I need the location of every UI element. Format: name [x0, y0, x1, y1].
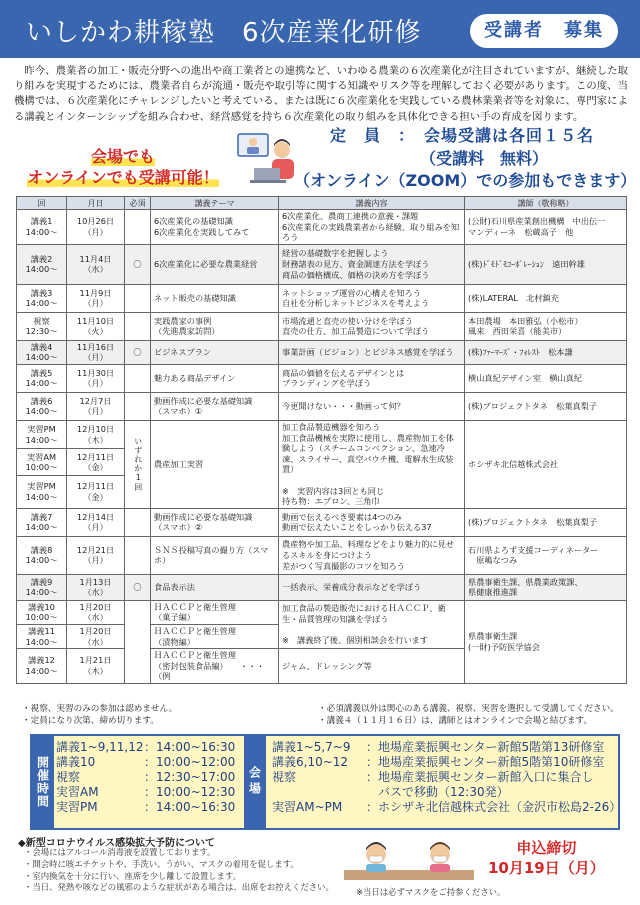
session-date: 11月10日 （火）	[67, 312, 125, 340]
deadline-date: 10月19日（月）	[488, 859, 605, 877]
session-no: 講義2 14:00～	[17, 244, 67, 284]
schedule-row: 講義10 ：10:00~12:00	[56, 755, 236, 769]
session-date: 12月21日 （月）	[67, 536, 125, 574]
session-date: 10月26日 （月）	[67, 210, 125, 245]
session-lecturer: (株)ﾄﾞﾓﾄﾞﾓｺｰﾎﾟﾚｰｼｮﾝ 遠田幹雄	[465, 244, 627, 284]
notes-right	[318, 704, 619, 727]
deadline-label: 申込締切	[516, 839, 577, 857]
callout-line1: 会場でも	[90, 147, 155, 166]
session-date: 12月11日 （金）	[67, 449, 125, 475]
table-row	[17, 284, 627, 312]
session-no: 講義6 14:00～	[17, 392, 67, 420]
table-row	[17, 508, 627, 536]
session-no: 講義5 14:00～	[17, 364, 67, 392]
venue-row: 視察 ：地場産業振興センター新館入口に集合し	[272, 770, 594, 784]
note-item: ・視察、実習のみの参加は認めません。	[22, 704, 178, 714]
session-required: 〇	[125, 340, 151, 364]
session-content: 6次産業化、農商工連携の意義・課題 6次産業化の実践農業者から経験、取り組みを知ろう	[279, 210, 465, 245]
session-no: 講義7 14:00～	[17, 508, 67, 536]
session-required	[125, 508, 151, 536]
online-callout	[8, 146, 238, 188]
table-row	[17, 420, 627, 448]
note-item: ・講義４（１１月１６日）は、講師とはオンラインで会場と結びます。	[318, 715, 593, 726]
session-lecturer: (株)プロジェクトタネ 松葉真梨子	[465, 392, 627, 420]
header-theme: 講義テーマ	[151, 197, 279, 210]
mask-note: ※当日は必ずマスクをご持参ください。	[356, 887, 506, 897]
schedule-label: 開催時間	[32, 736, 54, 828]
session-no: 視察 12:30～	[17, 312, 67, 340]
corona-item: ・当日、発熱や咳などの風邪のような症状がある場合は、出席をお控えください。	[24, 882, 334, 893]
session-date: 1月21日 （木）	[67, 649, 125, 684]
session-lecturer: 県農事衛生課 (一財)予防医学協会	[465, 600, 627, 683]
page-title: いしかわ耕稼塾 6次産業化研修	[26, 18, 422, 48]
session-no: 講義3 14:00～	[17, 284, 67, 312]
deadline	[488, 838, 605, 878]
callout-line2: オンラインでも受講可能！	[27, 168, 219, 187]
note-item: ・必須講義以外は関心のある講義、視察、実習を選択して受講してください。	[318, 704, 619, 714]
session-theme: 6次産業化の基礎知識 6次産業化を実践してみて	[151, 210, 279, 245]
session-lecturer: (株)プロジェクトタネ 松葉真梨子	[465, 508, 627, 536]
session-date: 1月13日 （水）	[67, 574, 125, 600]
session-lecturer: (株)ﾌｧｰﾏｰｽﾞ・ﾌｫﾚｽﾄ 松本謙	[465, 340, 627, 364]
table-row	[17, 600, 627, 624]
session-no: 講義10 10:00～	[17, 600, 67, 624]
session-date: 12月14日 （月）	[67, 508, 125, 536]
header-banner	[0, 0, 640, 58]
session-no: 実習PM 14:00～	[17, 475, 67, 508]
session-theme: 動画作成に必要な基礎知識 （スマホ）①	[151, 392, 279, 420]
header-lecturer: 講師（敬称略）	[465, 197, 627, 210]
session-no: 講義12 14:00～	[17, 649, 67, 684]
table-row	[17, 244, 627, 284]
session-no: 実習PM 14:00～	[17, 420, 67, 448]
session-no: 実習AM 10:00～	[17, 449, 67, 475]
mask-people-icon	[344, 838, 474, 886]
corona-item: ・会場にはアルコール消毒液を設置しております。	[24, 847, 216, 857]
session-date: 11月9日 （月）	[67, 284, 125, 312]
session-no: 講義11 14:00～	[17, 624, 67, 648]
session-content: 今更聞けない・・・動画って何？	[279, 392, 465, 420]
session-content: ジャム、ドレッシング等	[279, 649, 465, 684]
venue-row: 講義6,10~12 ：地場産業振興センター新館5階第10研修室	[272, 755, 605, 769]
session-required	[125, 312, 151, 340]
venue-row: バスで移動（12:30発）	[366, 785, 509, 799]
session-date: 12月10日 （木）	[67, 420, 125, 448]
session-lecturer: (公財)石川県産業創出機構 中出伝一 マンディーネ 松蔵高子 他	[465, 210, 627, 245]
session-theme: ビジネスプラン	[151, 340, 279, 364]
session-no: 講義9 14:00～	[17, 574, 67, 600]
schedule-row: 実習PM ：14:00~16:30	[56, 800, 236, 814]
corona-title: ◆新型コロナウイルス感染拡大予防について	[18, 838, 215, 849]
table-row	[17, 536, 627, 574]
header-required: 必須	[125, 197, 151, 210]
session-lecturer: (株)LATERAL 北村鎮充	[465, 284, 627, 312]
session-no: 講義4 14:00～	[17, 340, 67, 364]
session-theme: 食品表示法	[151, 574, 279, 600]
corona-item: ・開会時に咳エチケットや、手洗い、うがい、マスクの着用を促します。	[24, 858, 299, 869]
capacity-text: 定 員 ： 会場受講は各回１５名	[330, 126, 595, 145]
corona-list	[24, 847, 334, 894]
session-lecturer: 石川県よろず支援コーディネーター 原嶋なつみ	[465, 536, 627, 574]
table-row	[17, 364, 627, 392]
session-content: 事業計画（ビジョン）とビジネス感覚を学ぼう	[279, 340, 465, 364]
session-content: 加工食品製造機器を知ろう 加工食品機械を実際に使用し、農産物加工を体験しよう（スチームコンベクション、急速冷凍、スライサー、真空パウチ機、電解水生成装置） ※ 実習内容は3回とも同じ 持ち物：エプロン、三角巾	[279, 420, 465, 508]
session-theme: ネット販売の基礎知識	[151, 284, 279, 312]
session-date: 11月4日 （水）	[67, 244, 125, 284]
session-content: 市場流通と直売の使い分けを学ぼう 直売の仕方、加工品製造について学ぼう	[279, 312, 465, 340]
session-required	[125, 364, 151, 392]
session-theme: ＨＡＣＣＰと衛生管理 （菓子編）	[151, 600, 279, 624]
session-theme: 動画作成に必要な基礎知識 （スマホ）②	[151, 508, 279, 536]
session-theme: 実践農家の事例 （先進農家訪問）	[151, 312, 279, 340]
note-item: ・定員になり次第、締め切ります。	[22, 715, 159, 726]
session-content: 一括表示、栄養成分表示などを学ぼう	[279, 574, 465, 600]
session-date: 12月7日 （月）	[67, 392, 125, 420]
corona-item: ・室内換気を十分に行い、座席を少し離して設置します。	[24, 870, 242, 881]
session-no: 講義8 14:00～	[17, 536, 67, 574]
session-theme: ＨＡＣＣＰと衛生管理 （漬物編）	[151, 624, 279, 648]
schedule-table	[16, 196, 627, 684]
laptop-person-icon	[236, 130, 300, 188]
session-date: 11月16日 （月）	[67, 340, 125, 364]
schedule-row: 視察 ：12:30~17:00	[56, 770, 236, 784]
venue-list	[272, 740, 621, 815]
online-note: （オンライン（ZOOM）での参加もできます）	[294, 171, 637, 190]
table-row	[17, 312, 627, 340]
table-row	[17, 574, 627, 600]
session-required	[125, 392, 151, 420]
session-content: 動画で伝えるべき要素は4つのみ 動画で伝えたいことをしっかり伝える37	[279, 508, 465, 536]
venue-row: 講義1~5,7~9 ：地場産業振興センター新館5階第13研修室	[272, 740, 605, 754]
session-lecturer: 県農事衛生課、県農業政策課、 県健康推進課	[465, 574, 627, 600]
table-row	[17, 210, 627, 245]
session-date: 11月30日 （月）	[67, 364, 125, 392]
session-theme: ＨＡＣＣＰと衛生管理 （密封包装食品編） ・・・（例	[151, 649, 279, 684]
schedule-row: 講義1~9,11,12：14:00~16:30	[56, 740, 236, 754]
session-lecturer: 横山真紀デザイン室 横山真紀	[465, 364, 627, 392]
venue-label: 会場	[244, 736, 266, 828]
session-required: 〇	[125, 574, 151, 600]
intro-text: 昨今、農業者の加工・販売分野への進出や商工業者との連携など、いわゆる農業の６次産業化が注目されていますが、継続した取り組みを実現するためには、農業者自らが流通・販売や取引等に関する知識やリスク等を理解しておく必要があります。この度、当機構では、６次産業化にチャレンジしたいと考えている、または既に６次産業化を実践している農林業業者等を対象に、専門家による講義とインターンシップを組み合わせ、経営感覚を持ち６次産業化の取り組みを具体化できる担い手の育成を図ります。	[14, 65, 628, 123]
session-required	[125, 210, 151, 245]
session-lecturer: ホシザキ北信越株式会社	[465, 420, 627, 508]
session-theme: 魅力ある商品デザイン	[151, 364, 279, 392]
session-required: 〇	[125, 244, 151, 284]
session-required	[125, 536, 151, 574]
notes-left	[22, 704, 177, 727]
venue-row: 実習AM~PM ：ホシザキ北信越株式会社（金沢市松島2-26）	[272, 800, 622, 814]
header-content: 講義内容	[279, 197, 465, 210]
session-content: 経営の基礎数字を把握しよう 財務諸表の見方、資金調達方法を学ぼう 商品の価格構成、価格の決め方を学ぼう	[279, 244, 465, 284]
header-no: 回	[17, 197, 67, 210]
session-date: 12月11日 （金）	[67, 475, 125, 508]
recruit-badge: 受講者 募集	[470, 14, 618, 48]
session-content: 商品の価値を伝えるデザインとは ブランディングを学ぼう	[279, 364, 465, 392]
session-no: 講義1 14:00～	[17, 210, 67, 245]
session-required: いずれか1回	[125, 420, 151, 508]
session-date: 1月20日 （水）	[67, 624, 125, 648]
session-theme: ＳＮＳ投稿写真の撮り方（スマホ）	[151, 536, 279, 574]
session-required	[125, 284, 151, 312]
session-lecturer: 本田農場 本田雅弘（小松市） 風来 西田栄喜（能美市）	[465, 312, 627, 340]
session-theme: 農産加工実習	[151, 420, 279, 508]
session-required	[125, 600, 151, 683]
table-row	[17, 392, 627, 420]
session-date: 1月20日 （水）	[67, 600, 125, 624]
session-theme: 6次産業化に必要な農業経営	[151, 244, 279, 284]
schedule-times	[56, 740, 235, 815]
table-header-row	[17, 197, 627, 210]
header-date: 月日	[67, 197, 125, 210]
session-content: ネットショップ運営の心構えを知ろう 自社を分析しネットビジネスを考えよう	[279, 284, 465, 312]
fee-text: （受講料 無料）	[420, 149, 549, 168]
session-content: 農産物や加工品、料理などをより魅力的に見せるスキルを身につけよう 差がつく写真撮影のコツを知ろう	[279, 536, 465, 574]
schedule-row: 実習AM ：10:00~12:30	[56, 785, 236, 799]
table-row	[17, 340, 627, 364]
session-content: 加工食品の製造販売におけるＨＡＣＣＰ、衛生・品質管理の知識を学ぼう ※ 講義終了後、個別相談会を行います	[279, 600, 465, 648]
